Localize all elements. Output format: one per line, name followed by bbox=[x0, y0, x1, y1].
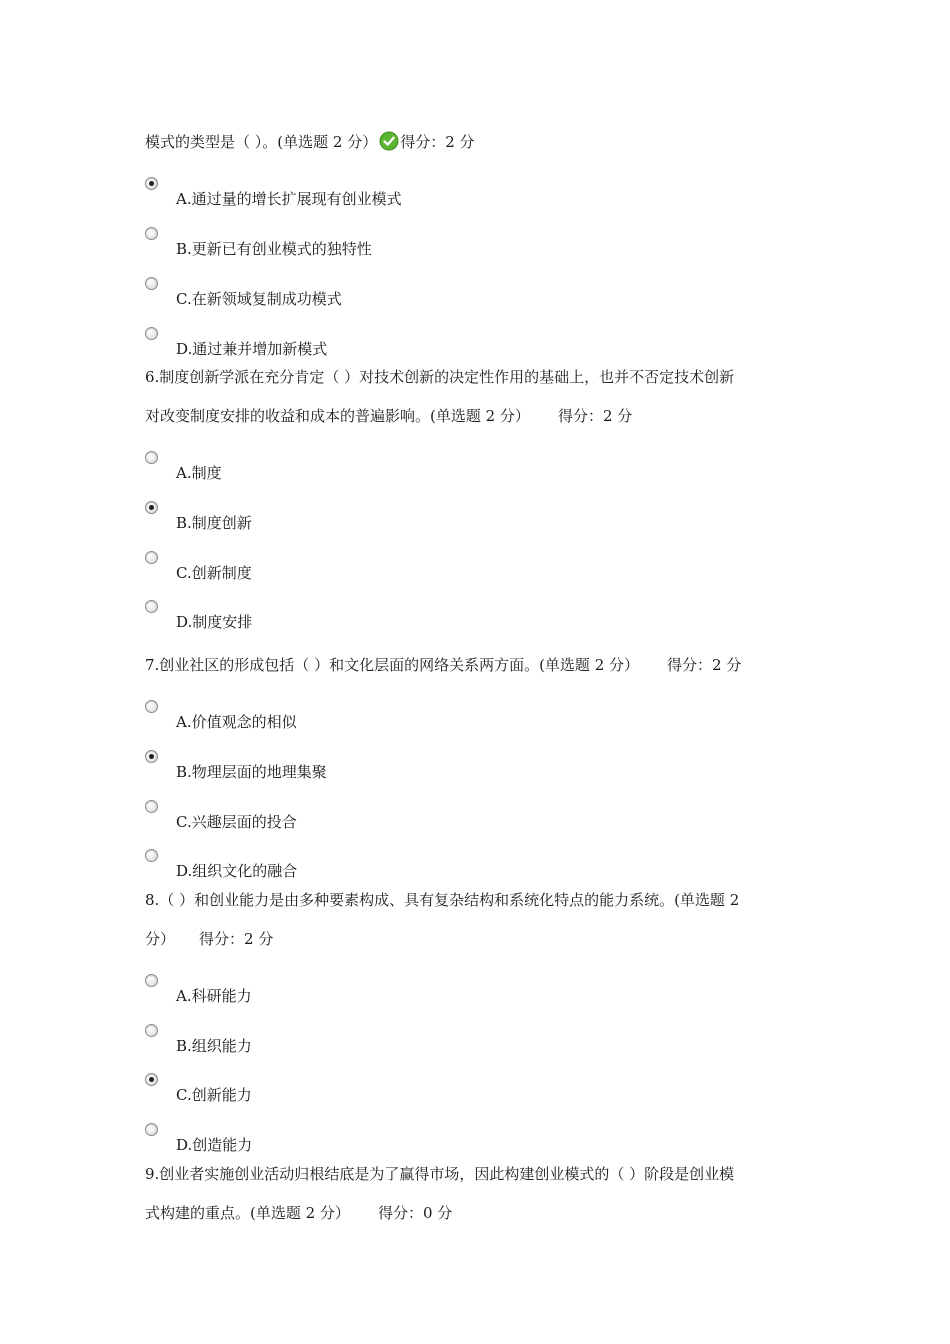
radio-button[interactable] bbox=[145, 1024, 158, 1037]
option-label: C.在新领域复制成功模式 bbox=[176, 290, 342, 308]
option-label: B.制度创新 bbox=[176, 514, 252, 532]
option-label: A.价值观念的相似 bbox=[176, 713, 297, 731]
radio-button[interactable] bbox=[145, 700, 158, 713]
option-label: B.物理层面的地理集聚 bbox=[176, 763, 327, 781]
radio-button[interactable] bbox=[145, 451, 158, 464]
option-label: A.通过量的增长扩展现有创业模式 bbox=[176, 190, 402, 208]
option-label: D.创造能力 bbox=[176, 1136, 253, 1154]
option-label: A.制度 bbox=[176, 464, 222, 482]
option-label: B.更新已有创业模式的独特性 bbox=[176, 240, 372, 258]
radio-button[interactable] bbox=[145, 1123, 158, 1136]
q9-score: 得分：0 分 bbox=[377, 1204, 453, 1222]
q6-stem-line2 bbox=[145, 405, 632, 427]
radio-button[interactable] bbox=[145, 750, 158, 763]
q8-score: 得分：2 分 bbox=[199, 930, 274, 948]
q8-stem-line1: 8.（ ）和创业能力是由多种要素构成、具有复杂结构和系统化特点的能力系统。(单选题 2 bbox=[145, 891, 740, 909]
q5-stem bbox=[145, 131, 475, 153]
q6-stem-text: 对改变制度安排的收益和成本的普遍影响。(单选题 2 分） bbox=[145, 407, 530, 425]
q6-score: 得分：2 分 bbox=[557, 407, 633, 425]
correct-check-icon bbox=[379, 131, 399, 151]
radio-button[interactable] bbox=[145, 600, 158, 613]
radio-button[interactable] bbox=[145, 849, 158, 862]
radio-button[interactable] bbox=[145, 277, 158, 290]
radio-button[interactable] bbox=[145, 800, 158, 813]
radio-button[interactable] bbox=[145, 974, 158, 987]
q5-stem-text: 模式的类型是（ ）。(单选题 2 分） bbox=[145, 133, 378, 151]
option-label: D.组织文化的融合 bbox=[176, 862, 298, 880]
q9-stem-line1: 9.创业者实施创业活动归根结底是为了赢得市场，因此构建创业模式的（ ）阶段是创业模 bbox=[145, 1165, 735, 1183]
q8-stem-text: 分） bbox=[145, 930, 176, 948]
radio-button[interactable] bbox=[145, 551, 158, 564]
q5-score: 得分：2 分 bbox=[400, 133, 475, 151]
q7-stem-text: 7.创业社区的形成包括（ ）和文化层面的网络关系两方面。(单选题 2 分） bbox=[145, 656, 640, 674]
radio-button[interactable] bbox=[145, 177, 158, 190]
option-label: C.兴趣层面的投合 bbox=[176, 813, 297, 831]
radio-button[interactable] bbox=[145, 327, 158, 340]
q8-stem-line2 bbox=[145, 928, 273, 950]
q6-stem-line1: 6.制度创新学派在充分肯定（ ）对技术创新的决定性作用的基础上，也并不否定技术创新 bbox=[145, 368, 735, 386]
option-label: D.通过兼并增加新模式 bbox=[176, 340, 328, 358]
radio-button[interactable] bbox=[145, 501, 158, 514]
q9-stem-line2 bbox=[145, 1202, 452, 1224]
option-label: C.创新制度 bbox=[176, 564, 252, 582]
option-label: D.制度安排 bbox=[176, 613, 253, 631]
option-label: C.创新能力 bbox=[176, 1086, 252, 1104]
option-label: B.组织能力 bbox=[176, 1037, 252, 1055]
radio-button[interactable] bbox=[145, 1073, 158, 1086]
radio-button[interactable] bbox=[145, 227, 158, 240]
q7-score: 得分：2 分 bbox=[667, 656, 742, 674]
option-label: A.科研能力 bbox=[176, 987, 252, 1005]
q9-stem-text: 式构建的重点。(单选题 2 分） bbox=[145, 1204, 350, 1222]
q7-stem-line1 bbox=[145, 654, 741, 676]
